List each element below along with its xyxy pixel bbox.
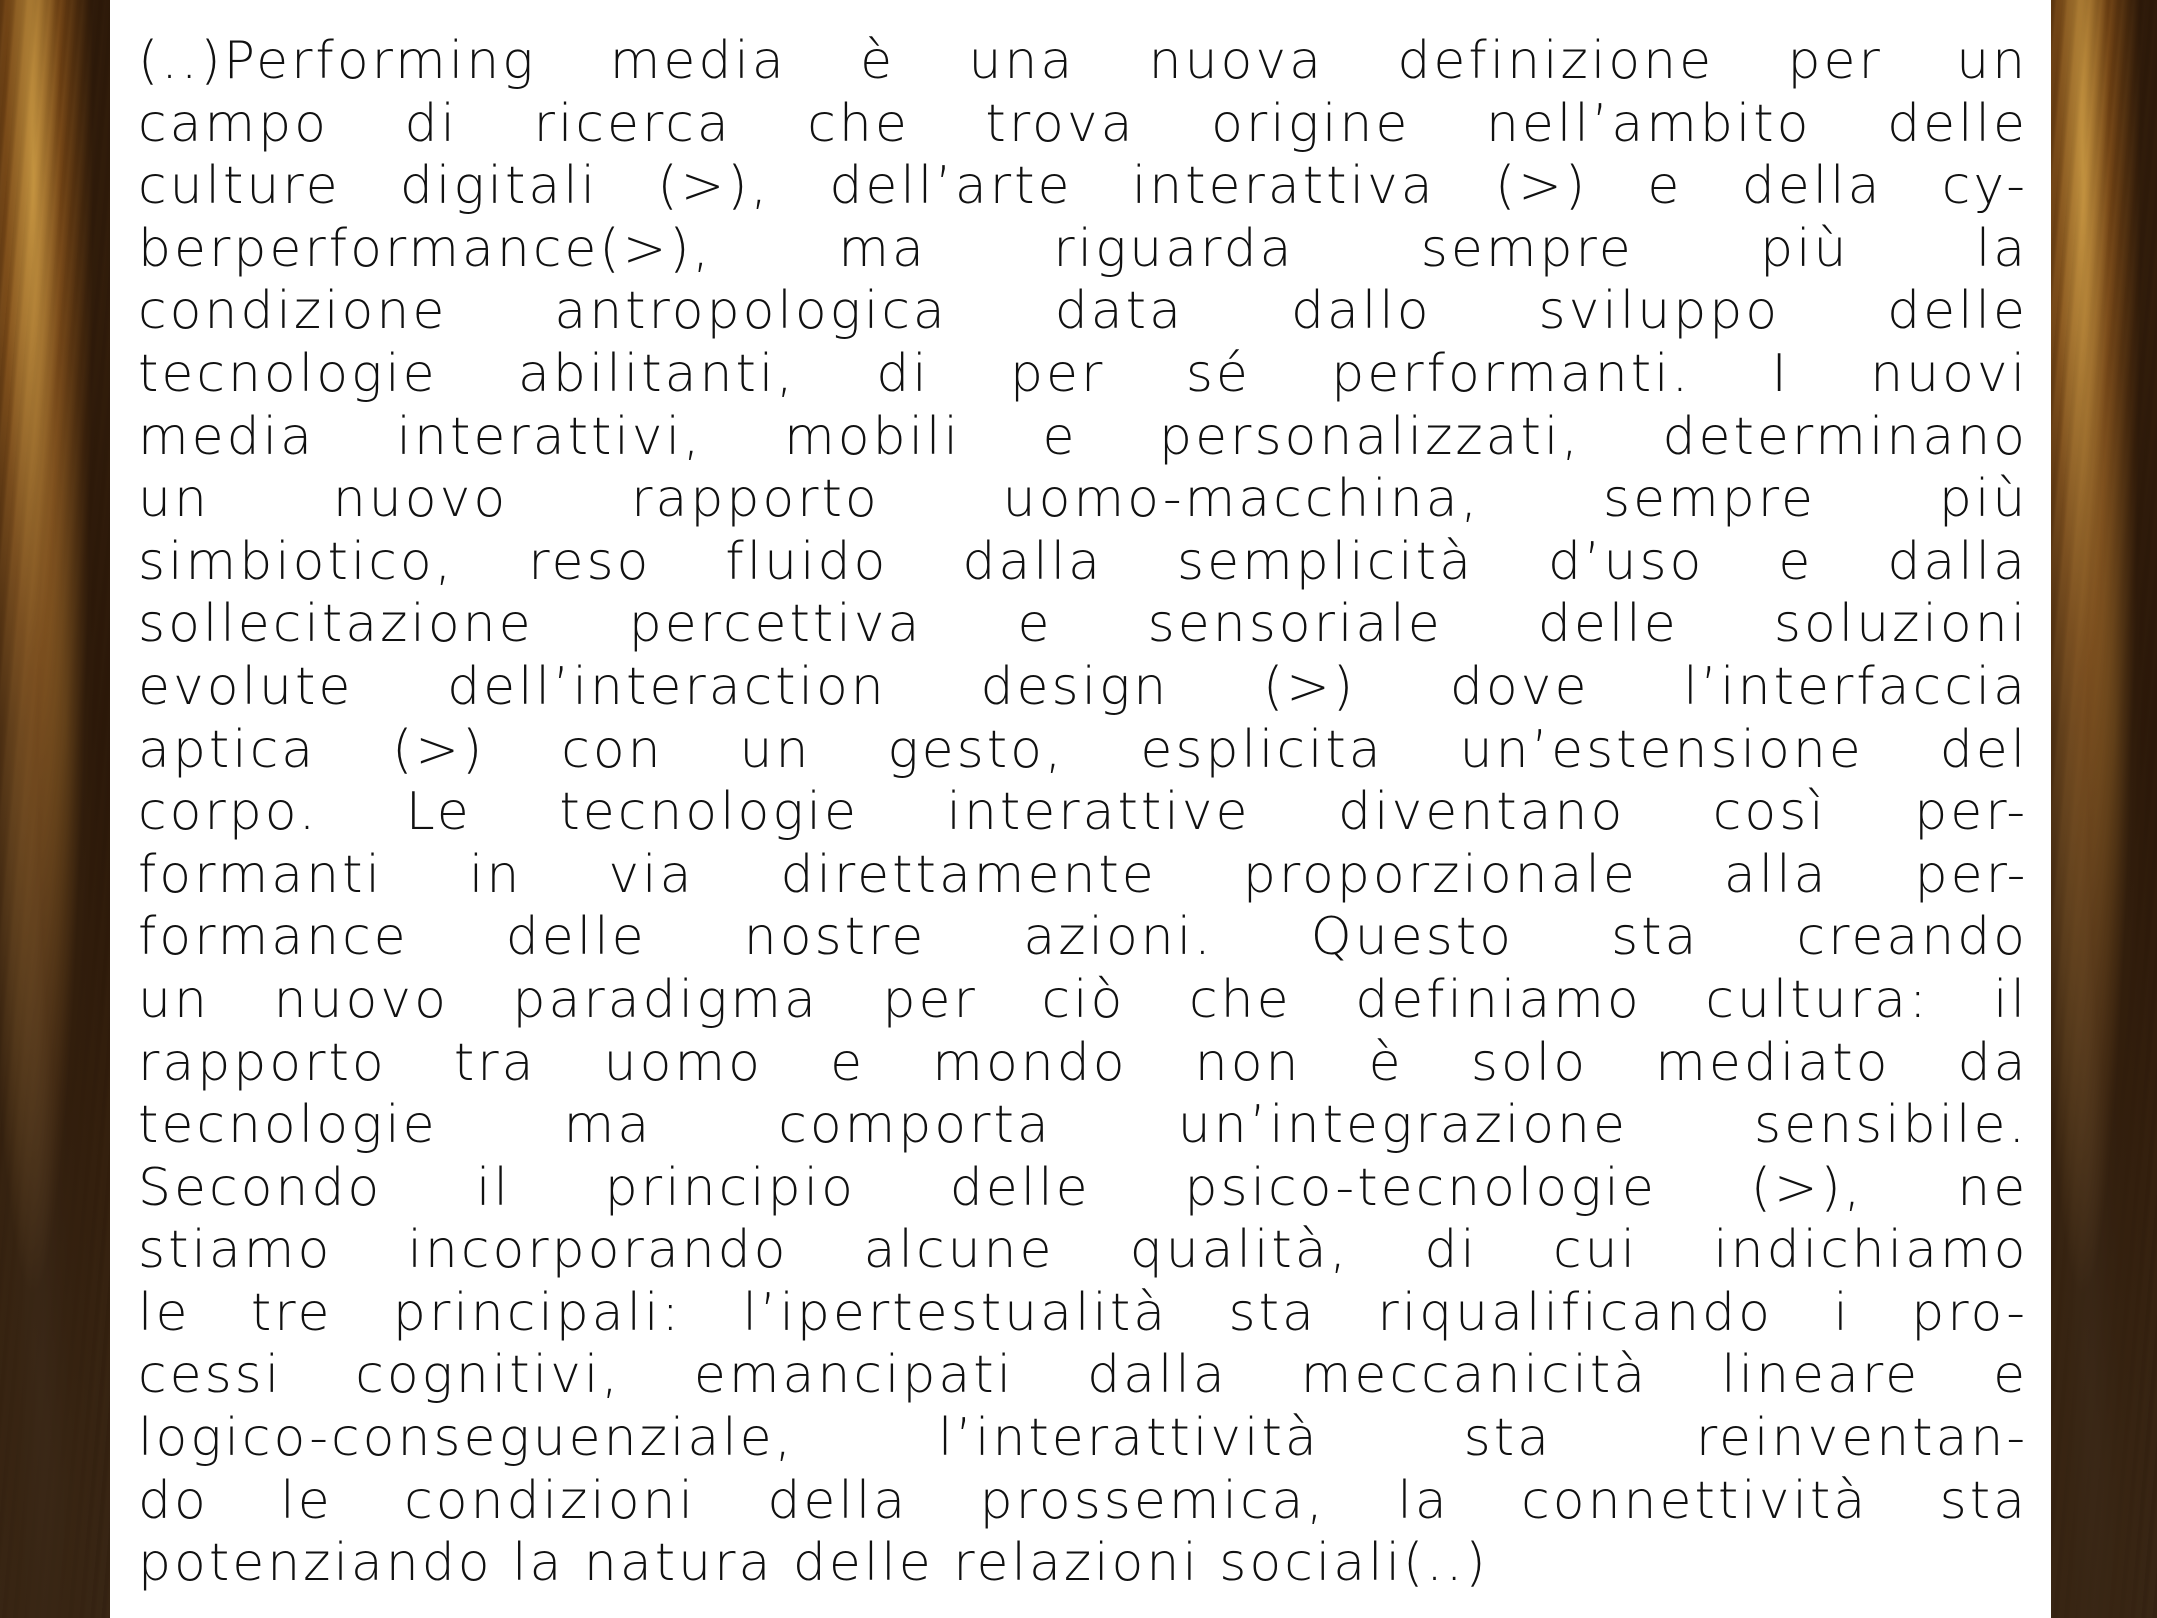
text-line: rapporto tra uomo e mondo non è solo mediato da [138, 1032, 2028, 1093]
text-line: corpo. Le tecnologie interattive diventano così per- [138, 782, 2028, 843]
text-line: tecnologie ma comporta un’integrazione sensibile. [138, 1095, 2028, 1156]
background-texture-right [2051, 0, 2157, 1618]
text-line: evolute dell’interaction design (>) dove l’interfaccia [138, 656, 2028, 717]
text-line: cessi cognitivi, emancipati dalla meccanicità lineare e [138, 1345, 2028, 1406]
text-line: aptica (>) con un gesto, esplicita un’estensione del [138, 719, 2028, 780]
text-line: campo di ricerca che trova origine nell’ambito delle [138, 93, 2028, 154]
text-line: berperformance(>), ma riguarda sempre più la [138, 218, 2028, 279]
background-texture-left [0, 0, 110, 1618]
text-line: simbiotico, reso fluido dalla semplicità d’uso e dalla [138, 531, 2028, 592]
text-line: un nuovo paradigma per ciò che definiamo cultura: il [138, 969, 2028, 1030]
text-line: culture digitali (>), dell’arte interattiva (>) e della cy- [138, 156, 2028, 217]
text-line: logico-conseguenziale, l’interattività sta reinventan- [138, 1408, 2028, 1469]
text-line: un nuovo rapporto uomo-macchina, sempre più [138, 469, 2028, 530]
text-line: le tre principali: l’ipertestualità sta riqualificando i pro- [138, 1282, 2028, 1343]
text-panel [110, 0, 2051, 1618]
text-line: sollecitazione percettiva e sensoriale delle soluzioni [138, 594, 2028, 655]
text-line: potenziando la natura delle relazioni sociali(..) [138, 1533, 1489, 1594]
text-line: formanti in via direttamente proporzionale alla per- [138, 844, 2028, 905]
text-line: Secondo il principio delle psico-tecnologie (>), ne [138, 1157, 2028, 1218]
text-line: stiamo incorporando alcune qualità, di cui indichiamo [138, 1220, 2028, 1281]
text-line: do le condizioni della prossemica, la connettività sta [138, 1470, 2028, 1531]
text-line: formance delle nostre azioni. Questo sta creando [138, 907, 2028, 968]
body-text [138, 30, 2028, 1595]
text-line: (..)Performing media è una nuova definizione per un [138, 31, 2028, 91]
text-line: media interattivi, mobili e personalizzati, determinano [138, 406, 2028, 467]
text-line: tecnologie abilitanti, di per sé performanti. I nuovi [138, 343, 2028, 404]
text-line: condizione antropologica data dallo sviluppo delle [138, 281, 2028, 342]
